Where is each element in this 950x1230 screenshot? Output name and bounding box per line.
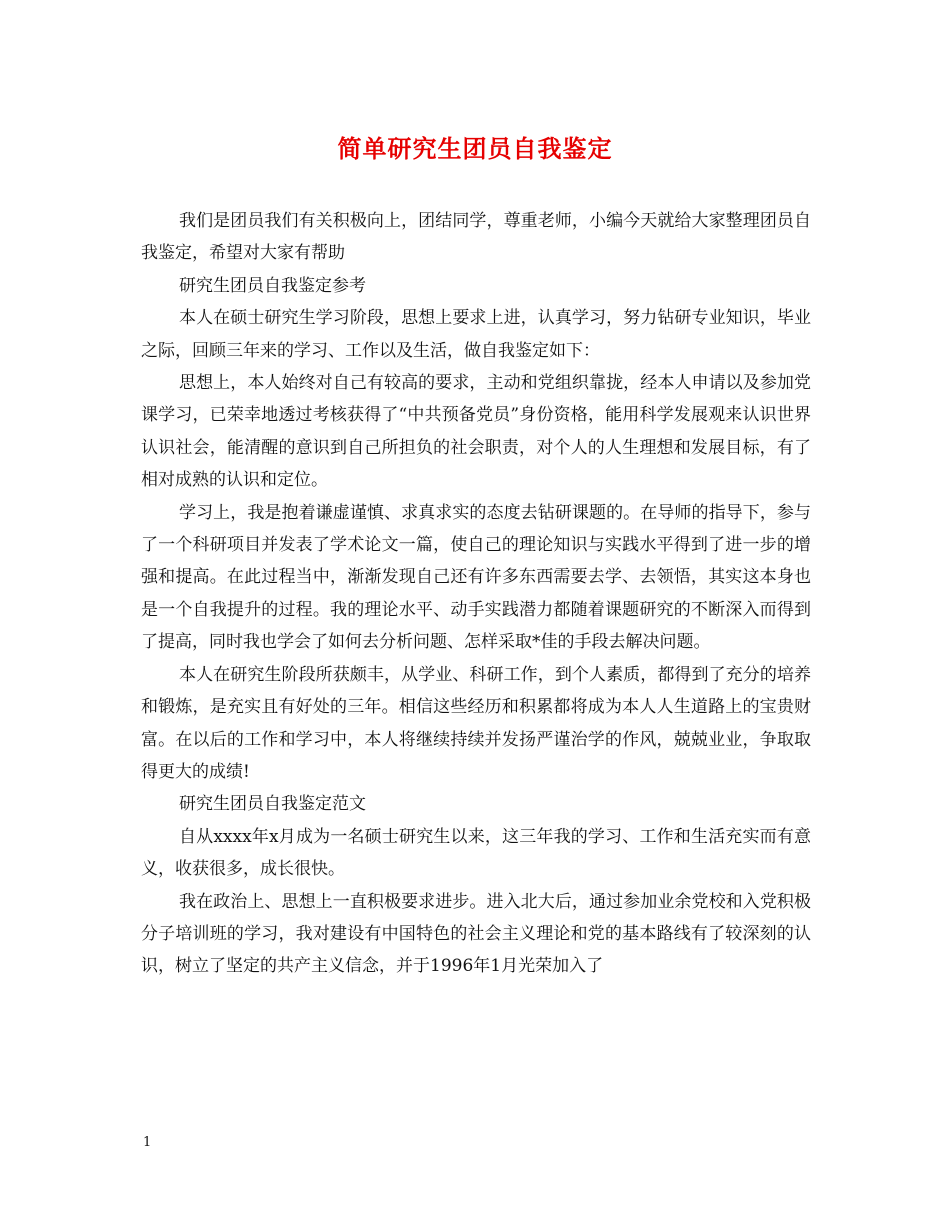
paragraph-intro: 我们是团员我们有关积极向上，团结同学，尊重老师，小编今天就给大家整理团员自我鉴定，希望对大家有帮助 <box>141 211 811 264</box>
section-heading-sample: 研究生团员自我鉴定范文 <box>179 794 366 815</box>
paragraph: 我在政治上、思想上一直积极要求进步。进入北大后，通过参加业余党校和入党积极分子培训班的学习，我对建设有中国特色的社会主义理论和党的基本路线有了较深刻的认识，树立了坚定的共产主义信念，并于1996年1月光荣加入了 <box>141 891 811 977</box>
paragraph: 本人在研究生阶段所获颇丰，从学业、科研工作，到个人素质，都得到了充分的培养和锻炼，是充实且有好处的三年。相信这些经历和积累都将成为本人人生道路上的宝贵财富。在以后的工作和学习中，本人将继续持续并发扬严谨治学的作风，兢兢业业，争取取得更大的成绩! <box>141 664 811 782</box>
paragraph: 自从xxxx年x月成为一名硕士研究生以来，这三年我的学习、工作和生活充实而有意义，收获很多，成长很快。 <box>141 826 811 880</box>
paragraph: 本人在硕士研究生学习阶段，思想上要求上进，认真学习，努力钻研专业知识，毕业之际，回顾三年来的学习、工作以及生活，做自我鉴定如下： <box>141 308 811 361</box>
paragraph: 学习上，我是抱着谦虚谨慎、求真求实的态度去钻研课题的。在导师的指导下，参与了一个科研项目并发表了学术论文一篇，使自己的理论知识与实践水平得到了进一步的增强和提高。在此过程当中，渐渐发现自己还有许多东西需要去学、去领悟，其实这本身也是一个自我提升的过程。我的理论水平、动手实践潜力都随着课题研究的不断深入而得到了提高，同时我也学会了如何去分析问题、怎样采取*佳的手段去解决问题。 <box>141 502 811 653</box>
document-body <box>141 205 811 983</box>
paragraph: 思想上，本人始终对自己有较高的要求，主动和党组织靠拢，经本人申请以及参加党课学习，已荣幸地透过考核获得了“中共预备党员”身份资格，能用科学发展观来认识世界认识社会，能清醒的意识到自己所担负的社会职责，对个人的人生理想和发展目标，有了相对成熟的认识和定位。 <box>141 373 811 491</box>
section-heading-reference: 研究生团员自我鉴定参考 <box>179 275 366 296</box>
page-number: 1 <box>143 1135 152 1150</box>
document-title: 简单研究生团员自我鉴定 <box>337 134 613 163</box>
